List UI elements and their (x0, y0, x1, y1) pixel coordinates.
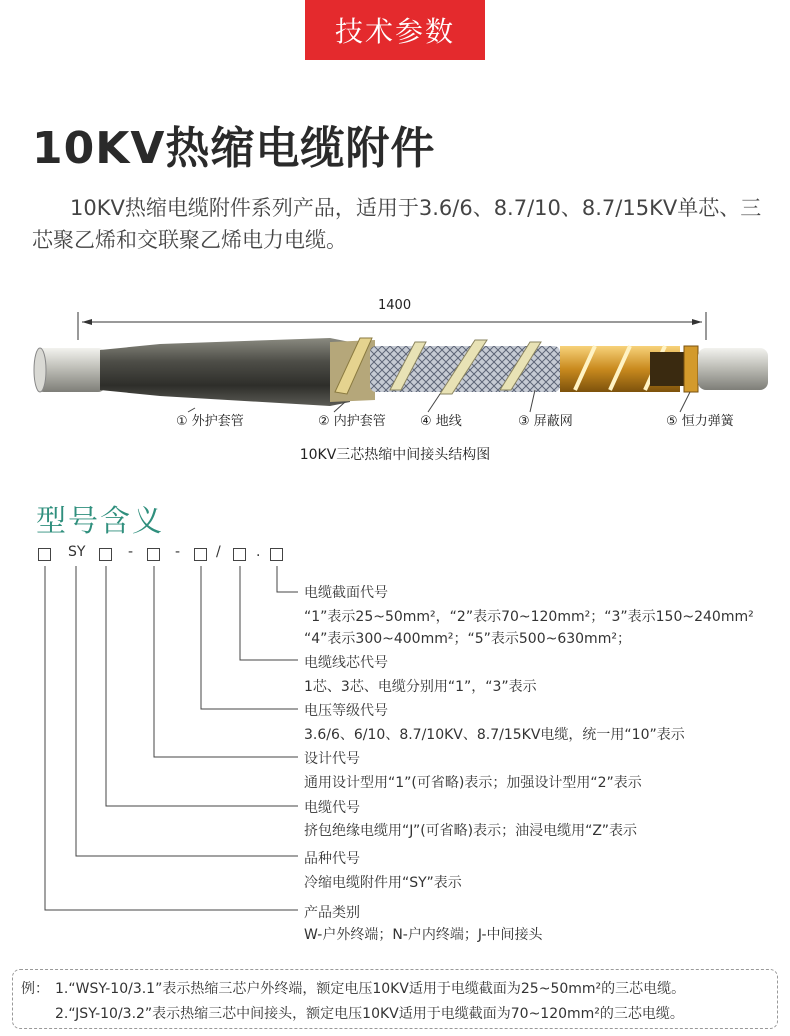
core-dark (650, 352, 686, 386)
leader-1 (188, 408, 195, 412)
code-token-sy: SY (68, 544, 86, 560)
entry-category-title: 产品类别 (304, 905, 360, 921)
entry-cable-title: 电缆代号 (304, 800, 360, 816)
line-voltage (201, 566, 298, 709)
entry-variety-desc: 冷缩电缆附件用“SY”表示 (304, 875, 462, 891)
leader-3 (530, 390, 535, 412)
label-ground-wire: ④ 地线 (420, 414, 462, 429)
section-banner: 技术参数 (305, 0, 485, 60)
line-design (154, 566, 298, 757)
entry-section-title: 电缆截面代号 (304, 585, 388, 601)
entry-cable-desc: 挤包绝缘电缆用“J”(可省略)表示；油浸电缆用“Z”表示 (304, 823, 637, 839)
line-cable (106, 566, 298, 806)
dim-arrow-right (692, 319, 702, 325)
entry-voltage-title: 电压等级代号 (304, 703, 388, 719)
figure-caption: 10KV三芯热缩中间接头结构图 (299, 447, 491, 463)
example-prefix: 例： (21, 981, 49, 997)
code-sep-1: - (128, 544, 134, 560)
code-box-cable (99, 548, 112, 561)
label-outer-sheath: ① 外护套管 (176, 414, 244, 429)
label-shield-mesh: ③ 屏蔽网 (518, 414, 573, 429)
example-line-2: 2.“JSY-10/3.2”表示热缩三芯中间接头，额定电压10KV适用于电缆截面为70~120mm²的三芯电缆。 (55, 1006, 684, 1022)
dim-arrow-left (82, 319, 92, 325)
left-cable-end (34, 348, 46, 392)
entry-voltage-desc: 3.6/6、6/10、8.7/10KV、8.7/15KV电缆，统一用“10”表示 (304, 727, 685, 743)
code-sep-3: / (216, 544, 221, 560)
entry-core-desc: 1芯、3芯、电缆分别用“1”，“3”表示 (304, 679, 537, 695)
entry-section-desc-1: “1”表示25~50mm²，“2”表示70~120mm²；“3”表示150~240mm² (304, 609, 754, 625)
line-category (45, 566, 298, 910)
code-box-section (270, 548, 283, 561)
intro-paragraph: 10KV热缩电缆附件系列产品，适用于3.6/6、8.7/10、8.7/15KV单芯、三芯聚乙烯和交联聚乙烯电力电缆。 (32, 196, 762, 252)
example-line-1: 1.“WSY-10/3.1”表示热缩三芯户外终端，额定电压10KV适用于电缆截面为25~50mm²的三芯电缆。 (55, 981, 686, 997)
code-sep-2: - (175, 544, 181, 560)
label-inner-sheath: ② 内护套管 (318, 414, 386, 429)
code-box-design (147, 548, 160, 561)
leader-4 (428, 394, 440, 412)
entry-design-title: 设计代号 (304, 751, 360, 767)
entry-core-title: 电缆线芯代号 (304, 655, 388, 671)
page-title: 10KV热缩电缆附件 (32, 123, 436, 174)
code-sep-4: . (256, 544, 261, 560)
code-box-core (233, 548, 246, 561)
model-heading: 型号含义 (36, 504, 164, 539)
line-variety (76, 566, 298, 856)
entry-category-desc: W-户外终端；N-户内终端；J-中间接头 (304, 927, 543, 943)
line-section (277, 566, 298, 592)
outer-sheath (100, 338, 350, 406)
example-box (12, 969, 778, 1029)
cable-structure-diagram (30, 290, 770, 470)
right-cable (698, 348, 768, 390)
constant-force-spring (684, 346, 698, 392)
leader-5 (680, 392, 690, 412)
entry-design-desc: 通用设计型用“1”(可省略)表示；加强设计型用“2”表示 (304, 775, 642, 791)
line-core (240, 566, 298, 660)
dimension-value: 1400 (378, 298, 412, 313)
entry-section-desc-2: “4”表示300~400mm²；“5”表示500~630mm²； (304, 631, 631, 647)
code-box-voltage (194, 548, 207, 561)
code-box-category (38, 548, 51, 561)
entry-variety-title: 品种代号 (304, 851, 360, 867)
label-spring: ⑤ 恒力弹簧 (666, 414, 734, 429)
